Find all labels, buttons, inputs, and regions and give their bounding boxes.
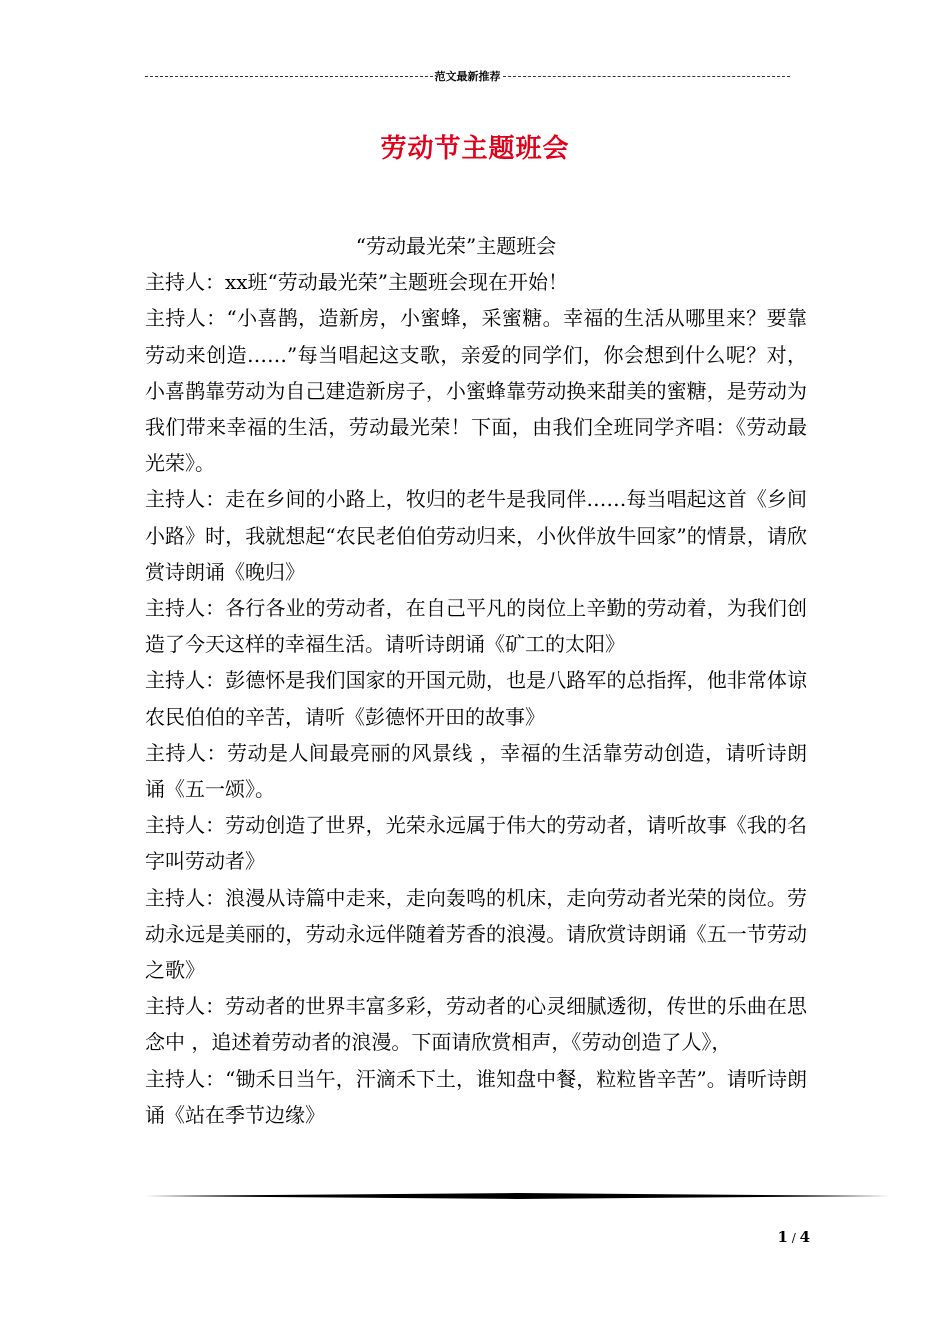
paragraph: 主持人：各行各业的劳动者，在自己平凡的岗位上辛勤的劳动着，为我们创造了今天这样的幸福生活。请听诗朗诵《矿工的太阳》 — [145, 596, 807, 657]
paragraph: 主持人：走在乡间的小路上，牧归的老牛是我同伴……每当唱起这首《乡间小路》时，我就想起“农民老伯伯劳动归来，小伙伴放牛回家”的情景，请欣赏诗朗诵《晚归》 — [145, 487, 807, 584]
paragraph: 主持人：劳动是人间最亮丽的风景线 ，幸福的生活靠劳动创造，请听诗朗诵《五一颂》。 — [145, 740, 807, 802]
header-banner: 范文最新推荐 — [434, 70, 501, 83]
page-number — [760, 1228, 810, 1246]
paragraph: 主持人：彭德怀是我们国家的开国元勋，也是八路军的总指挥，他非常体谅农民伯伯的辛苦，请听《彭德怀开田的故事》 — [145, 668, 807, 729]
header-dash-right — [503, 76, 791, 77]
paragraph: 主持人：xx班“劳动最光荣”主题班会现在开始！ — [145, 270, 569, 295]
header-dash-left — [145, 76, 433, 77]
paragraph: 主持人：劳动创造了世界，光荣永远属于伟大的劳动者，请听故事《我的名字叫劳动者》 — [145, 813, 807, 874]
page-separator: / — [787, 1231, 800, 1245]
page-total: 4 — [799, 1228, 810, 1246]
paragraph: 主持人：“小喜鹊，造新房，小蜜蜂，采蜜糖。幸福的生活从哪里来？要靠劳动来创造……”每当唱起这支歌，亲爱的同学们，你会想到什么呢？对，小喜鹊靠劳动为自己建造新房子，小蜜蜂靠劳动换来甜美的蜜糖，是劳动为我们带来幸福的生活，劳动最光荣！下面，由我们全班同学齐唱：《劳动最光荣》。 — [145, 306, 807, 476]
paragraph: 主持人：浪漫从诗篇中走来，走向轰鸣的机床，走向劳动者光荣的岗位。劳动永远是美丽的，劳动永远伴随着芳香的浪漫。请欣赏诗朗诵《五一节劳动之歌》 — [145, 885, 807, 983]
page-header — [145, 68, 790, 84]
paragraph: 主持人：劳动者的世界丰富多彩，劳动者的心灵细腻透彻，传世的乐曲在思念中 ，追述着劳动者的浪漫。下面请欣赏相声，《劳动创造了人》， — [145, 994, 807, 1055]
footer-divider — [145, 1193, 890, 1199]
document-subtitle: “劳动最光荣”主题班会 — [355, 234, 557, 258]
paragraph: 主持人：“锄禾日当午，汗滴禾下土，谁知盘中餐，粒粒皆辛苦”。请听诗朗诵《站在季节边缘》 — [145, 1066, 807, 1127]
page-current: 1 — [777, 1228, 788, 1246]
document-title: 劳动节主题班会 — [380, 134, 570, 164]
document-body — [145, 228, 807, 1133]
